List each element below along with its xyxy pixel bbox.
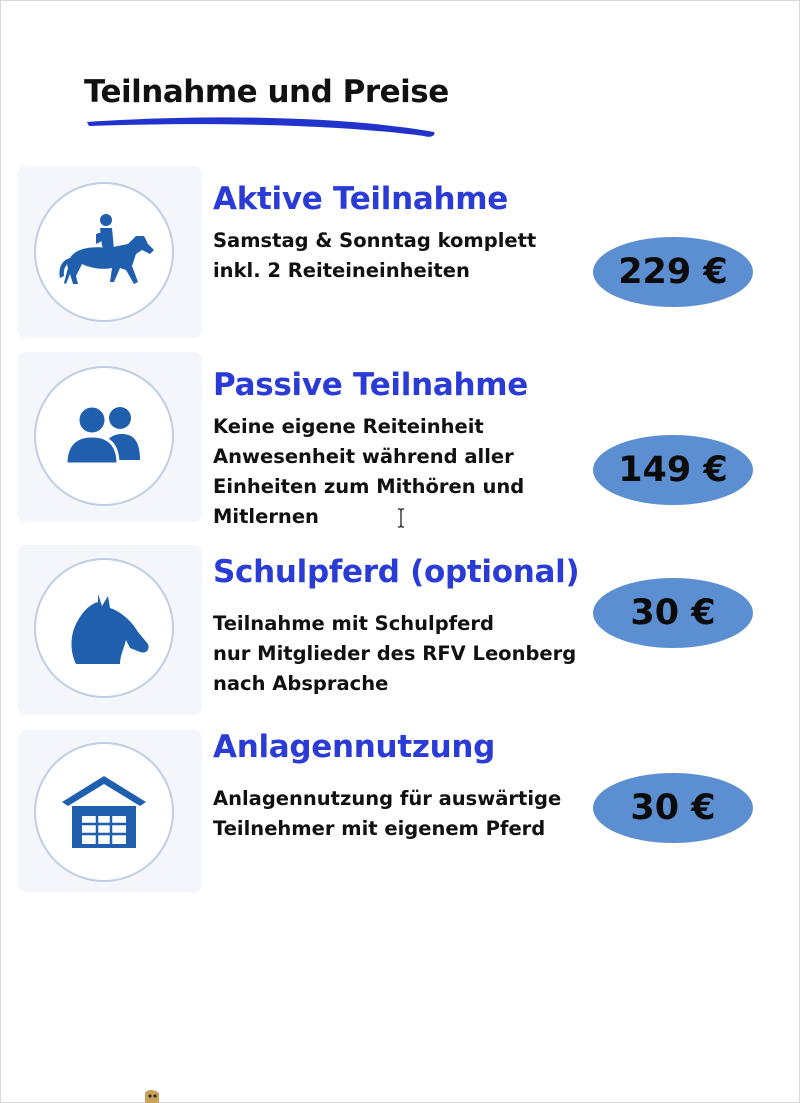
people-icon	[36, 368, 172, 504]
offer-description	[213, 412, 524, 532]
description-line: Teilnahme mit Schulpferd	[213, 612, 494, 635]
description-line: nur Mitglieder des RFV Leonberg	[213, 642, 577, 665]
price-badge: 149 €	[593, 435, 753, 505]
offer-title: Aktive Teilnahme	[213, 181, 508, 217]
horse-head-icon	[36, 560, 172, 696]
horse-rider-icon	[36, 184, 172, 320]
description-line: Keine eigene Reiteinheit	[213, 415, 484, 438]
icon-circle	[34, 558, 174, 698]
offer-description	[213, 226, 536, 286]
icon-circle	[34, 182, 174, 322]
text-cursor-icon	[396, 508, 406, 528]
description-line: Einheiten zum Mithören und	[213, 475, 525, 498]
price-badge: 229 €	[593, 237, 753, 307]
offer-description	[213, 609, 576, 699]
title-underline	[84, 112, 440, 142]
price-badge: 30 €	[593, 578, 753, 648]
page-title: Teilnahme und Preise	[84, 74, 449, 110]
description-line: Anlagennutzung für auswärtige	[213, 787, 562, 810]
offer-title: Schulpferd (optional)	[213, 554, 580, 590]
description-line: Anwesenheit während aller	[213, 445, 514, 468]
price-badge: 30 €	[593, 773, 753, 843]
corner-mark-icon	[141, 1087, 163, 1103]
icon-circle	[34, 742, 174, 882]
icon-circle	[34, 366, 174, 506]
description-line: nach Absprache	[213, 672, 389, 695]
description-line: inkl. 2 Reiteineinheiten	[213, 259, 470, 282]
offer-title: Anlagennutzung	[213, 729, 496, 765]
description-line: Samstag & Sonntag komplett	[213, 229, 537, 252]
description-line: Teilnehmer mit eigenem Pferd	[213, 817, 546, 840]
description-line: Mitlernen	[213, 505, 319, 528]
stable-icon	[36, 744, 172, 880]
offer-description	[213, 784, 561, 844]
offer-title: Passive Teilnahme	[213, 367, 528, 403]
